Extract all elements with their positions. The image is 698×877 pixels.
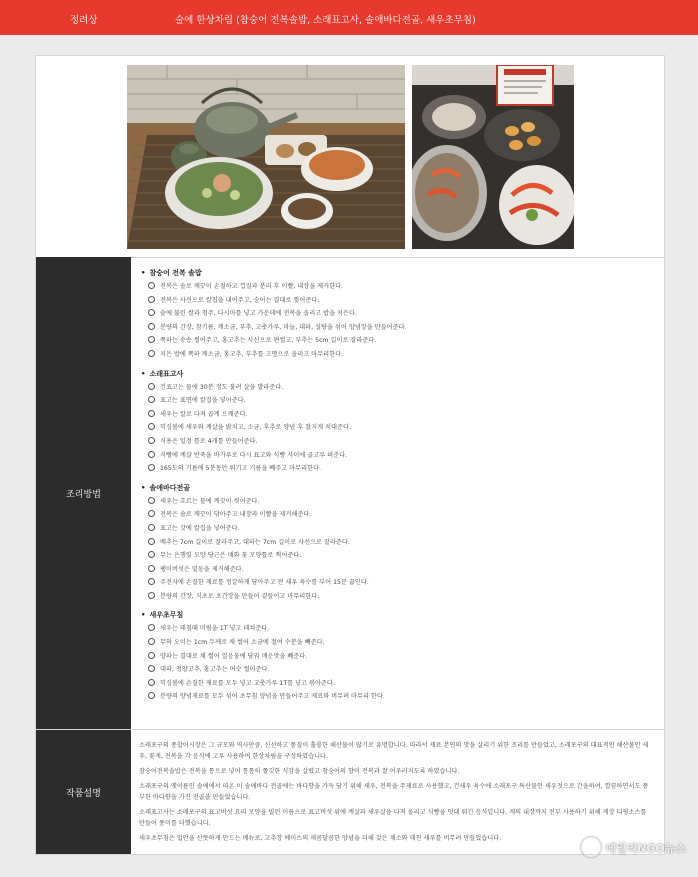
step-number-icon — [148, 396, 155, 403]
step-number-icon — [148, 565, 155, 572]
recipe-step — [141, 421, 664, 435]
recipe-step — [141, 435, 664, 449]
description-section — [36, 730, 664, 854]
step-text: 분량의 간장, 참기름, 깨소금, 부추, 고춧가루, 마늘, 대파, 설탕을 섞어 양념장을 만들어준다. — [160, 323, 407, 331]
recipe-step — [141, 381, 664, 395]
step-number-icon — [148, 323, 155, 330]
step-text: 분량의 간장, 식초로 초간장을 만들어 곁들이고 마무리한다. — [160, 592, 320, 600]
recipe-step — [141, 576, 664, 590]
recipe-step — [141, 549, 664, 563]
recipe-step — [141, 590, 664, 604]
description-paragraph: 소래표고사는 소래포구의 표고버섯 요리 모양을 빌린 이름으로 표고버섯 위에 계살과 새우살을 다져 올리고 식빵을 덧대 튀긴 음식입니다. 게의 내장까지 전부 사용하기 위해 게장 디핑소스를 만들어 풍미를 더했습니다. — [139, 809, 647, 827]
ngo-logo-icon — [581, 837, 601, 857]
step-number-icon — [148, 464, 155, 471]
step-text: 새우는 데침때 미림을 1T 넣고 데쳐준다. — [160, 625, 270, 633]
recipe-step — [141, 650, 664, 664]
step-text: 믹싱볼에 손질한 재료를 모두 넣고 고춧가루 1T를 넣고 볶아준다. — [160, 679, 335, 687]
step-number-icon — [148, 423, 155, 430]
recipe-step — [141, 280, 664, 294]
step-number-icon — [148, 578, 155, 585]
recipe-step — [141, 321, 664, 335]
recipe-step — [141, 449, 664, 463]
recipe-dish — [141, 610, 664, 704]
step-text: 165도의 기름에 5분동안 튀기고 기름을 빼주고 마무리한다. — [160, 465, 322, 473]
entry-card — [35, 55, 665, 855]
recipe-step — [141, 536, 664, 550]
description-paragraph: 소래포구의 옛이름인 솔애에서 따온 이 솔애바다 전골에는 바다향을 가득 담기 위해 새우, 전복을 주재료로 사용했고, 건새우 육수에 소래포구 특산물인 새우젓으로 간을하여, 깔끔하면서도 풍부한 바다향을 가진 전골을 만들었습니다. — [139, 783, 649, 801]
step-text: 건표고는 물에 30분 정도 불려 살을 발라준다. — [160, 383, 284, 391]
step-text: 표고는 표면에 칼집을 넣어준다. — [160, 397, 246, 405]
recipe-step — [141, 495, 664, 509]
step-text: 지은 밥에 쪽파 깨소금, 홍고추, 부추를 고명으로 올리고 마무리한다. — [160, 350, 344, 358]
step-number-icon — [148, 652, 155, 659]
recipe-step — [141, 663, 664, 677]
recipe-side-label: 조리방법 — [36, 257, 131, 729]
step-number-icon — [148, 497, 155, 504]
recipe-step — [141, 522, 664, 536]
step-number-icon — [148, 336, 155, 343]
step-number-icon — [148, 410, 155, 417]
step-text: 주전자에 손질한 재료를 정갈하게 담아주고 전 새우 육수를 부어 15분 끓인다. — [160, 579, 369, 587]
recipe-step — [141, 294, 664, 308]
entry-title: 술에 한상차림 (참숭어 전복솔밥, 소래표고사, 솔애바다전골, 새우초무침) — [175, 15, 476, 26]
step-number-icon — [148, 309, 155, 316]
recipe-step — [141, 394, 664, 408]
recipe-step — [141, 334, 664, 348]
dish-title: • 참숭어 전복 솔밥 — [141, 268, 664, 278]
step-text: 식빵에 계살 반죽을 바가루로 다시 표고와 식빵 사이에 골고루 펴준다. — [160, 451, 348, 459]
recipe-step — [141, 348, 664, 362]
table-setting-photo — [127, 65, 405, 249]
dish-title: • 새우초무침 — [141, 610, 664, 620]
description-paragraph: 참숭어전복솔밥은 전복을 통으로 넣어 통통히 쫄깃한 식감을 살렸고 참숭어의 향이 전복과 잘 어우러지도록 하였습니다. — [139, 768, 460, 775]
step-number-icon — [148, 282, 155, 289]
step-text: 전복은 솔로 깨끗이 닦아주고 내장과 이빨을 제거해준다. — [160, 511, 312, 519]
recipe-step — [141, 636, 664, 650]
step-text: 표고는 갓에 칼집을 넣어준다. — [160, 524, 240, 532]
recipe-step — [141, 677, 664, 691]
recipe-content — [131, 257, 664, 729]
step-text: 믹싱볼에 새우와 계살을 밝치고, 소금, 후추로 양념 후 찰지게 치대준다. — [160, 424, 351, 432]
step-text: 팽이버섯은 밑둥을 제거해준다. — [160, 565, 244, 573]
recipe-section — [36, 257, 664, 730]
dish-title: • 솔애바다전골 — [141, 483, 664, 493]
description-paragraph: 소래포구의 종합어시장은 그 규모와 역사만큼, 신선하고 품질이 훌륭한 해산물이 많기로 유명합니다. 따라서 재료 본연의 맛을 살리기 위한 조리를 만들었고, 소래포구의 대표적인 해산물인 새우, 꽃게, 전복을 각 음식에 고루 사용하여 한상차림을 구성하였습니다. — [139, 742, 649, 760]
step-number-icon — [148, 451, 155, 458]
watermark — [581, 837, 686, 857]
step-number-icon — [148, 624, 155, 631]
step-text: 양파는 결대로 채 썰어 얼음물에 담궈 매운맛을 빼준다. — [160, 652, 308, 660]
dishes-photo — [412, 65, 574, 249]
recipe-step — [141, 508, 664, 522]
recipe-step — [141, 622, 664, 636]
description-paragraph: 새우초무침은 입안을 산뜻하게 만드는 메뉴로, 고추장 베이스의 새콤달콤한 양념을 더해 갖은 채소와 데친 새우를 버무려 만들었습니다. — [139, 835, 502, 842]
recipe-step — [141, 408, 664, 422]
step-text: 대파, 청양고추, 홍고추는 어슷 썰어준다. — [160, 666, 270, 674]
recipe-step — [141, 563, 664, 577]
recipe-step — [141, 690, 664, 704]
watermark-text: 데일리NGO뉴스 — [605, 842, 686, 855]
award-label: 정려상 — [70, 15, 98, 26]
step-number-icon — [148, 592, 155, 599]
step-number-icon — [148, 296, 155, 303]
step-text: 배추는 7cm 길이로 잘라주고, 대파는 7cm 길이로 사선으로 잘라준다. — [160, 538, 350, 546]
step-text: 무는 은행잎 모양 당근은 매화 꽃 모양틀로 찍어준다. — [160, 552, 302, 560]
step-text: 새우는 칼로 다져 곱게 으깨준다. — [160, 410, 248, 418]
step-text: 솥에 불린 쌀과 청주, 다시마를 넣고 가운데에 전복을 올리고 밥을 지은다. — [160, 310, 357, 318]
step-number-icon — [148, 538, 155, 545]
step-text: 전복은 솔로 깨끗이 손질하고 껍질과 분리 후 이빨, 내장을 제거한다. — [160, 283, 344, 290]
step-number-icon — [148, 551, 155, 558]
step-number-icon — [148, 665, 155, 672]
step-text: 무와 오이는 1cm 두께로 채 썰어 소금에 절여 수분을 빼준다. — [160, 639, 325, 647]
step-number-icon — [148, 510, 155, 517]
step-number-icon — [148, 437, 155, 444]
recipe-dish — [141, 369, 664, 476]
recipe-step — [141, 462, 664, 476]
step-number-icon — [148, 350, 155, 357]
recipe-dish — [141, 483, 664, 604]
description-content — [131, 730, 664, 854]
step-number-icon — [148, 638, 155, 645]
step-text: 쪽파는 송송 썰어주고, 홍고추는 사선으로 편썰고, 부추는 5cm 길이로 잘라준다. — [160, 337, 377, 345]
step-text: 새우는 흐르는 물에 깨끗이 씻어준다. — [160, 497, 260, 505]
dish-title: • 소래표고사 — [141, 369, 664, 379]
step-number-icon — [148, 524, 155, 531]
step-number-icon — [148, 383, 155, 390]
description-side-label: 작품설명 — [36, 730, 131, 854]
step-text: 분량의 양념재료를 모두 섞어 초무침 양념을 만들어주고 재료와 버무려 마무리 한다. — [160, 693, 385, 701]
recipe-step — [141, 307, 664, 321]
photo-row — [36, 56, 664, 258]
header-bar — [0, 0, 698, 35]
step-number-icon — [148, 692, 155, 699]
step-text: 식용은 일정 틀로 4개를 만들어준다. — [160, 437, 258, 445]
step-text: 전복은 사선으로 칼집을 내어주고, 숭어는 결대로 찢어준다. — [160, 296, 320, 304]
recipe-dish — [141, 268, 664, 362]
step-number-icon — [148, 679, 155, 686]
